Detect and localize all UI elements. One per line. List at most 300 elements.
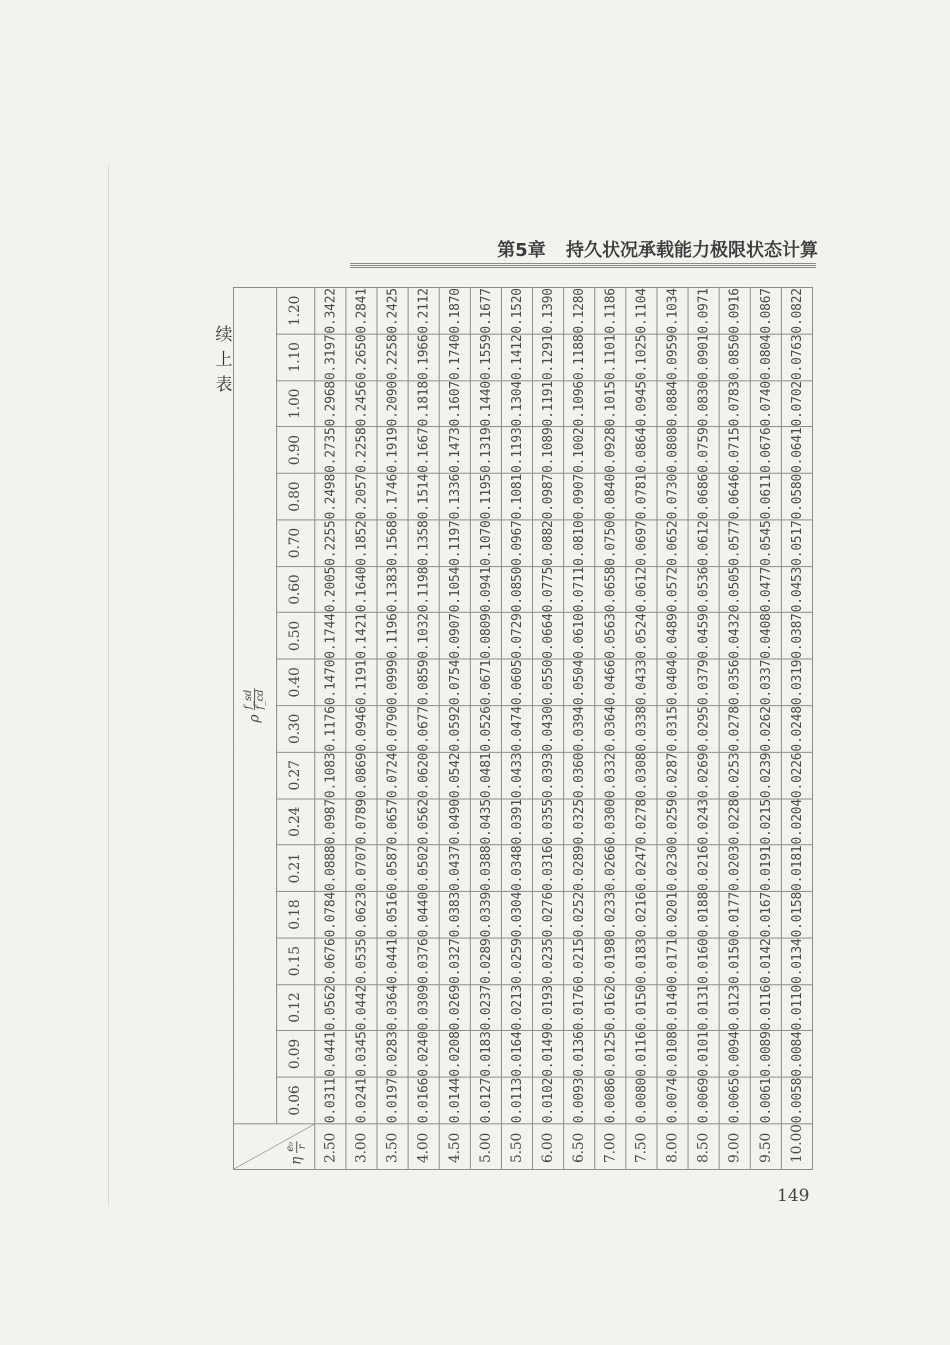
table-cell: 0.0711 [564,566,595,612]
column-header: 0.80 [277,473,315,519]
table-cell: 0.0276 [533,891,564,937]
table-cell: 0.0289 [564,845,595,891]
table-cell: 0.0971 [688,288,719,334]
table-cell: 0.0262 [750,706,781,752]
table-cell: 0.0740 [750,381,781,427]
table-cell: 0.0356 [719,659,750,705]
table-cell: 0.0781 [626,473,657,519]
table-cell: 0.3197 [315,334,346,380]
table-cell: 0.0524 [626,613,657,659]
table-cell: 0.1744 [315,613,346,659]
table-cell: 0.0729 [501,613,532,659]
table-cell: 0.1015 [595,381,626,427]
table-cell: 0.0542 [439,752,470,798]
table-cell: 0.1191 [346,659,377,705]
column-header: 0.06 [277,1077,315,1123]
table-cell: 0.2005 [315,566,346,612]
table-cell: 0.1336 [439,473,470,519]
table-cell: 0.2735 [315,427,346,473]
table-row [564,288,595,1170]
table-cell: 0.0809 [470,613,501,659]
table-cell: 0.0339 [470,891,501,937]
table-cell: 0.1104 [626,288,657,334]
table-cell: 0.0123 [719,984,750,1030]
table-cell: 0.0215 [750,799,781,845]
table-cell: 0.0191 [750,845,781,891]
table-cell: 0.1196 [377,613,408,659]
table-cell: 0.0536 [688,566,719,612]
table-cell: 0.0102 [533,1077,564,1123]
table-cell: 0.0235 [533,938,564,984]
table-cell: 0.0840 [595,473,626,519]
table-cell: 0.1280 [564,288,595,334]
table-cell: 0.1054 [439,566,470,612]
table-cell: 0.0724 [377,752,408,798]
table-cell: 0.0435 [470,799,501,845]
table-cell: 0.0127 [470,1077,501,1123]
table-cell: 0.0884 [657,381,688,427]
table-cell: 0.1607 [439,381,470,427]
table-cell: 0.1568 [377,520,408,566]
table-row [688,288,719,1170]
table-cell: 0.0283 [377,1031,408,1077]
table-cell: 0.0319 [781,659,812,705]
table-cell: 0.0248 [781,706,812,752]
table-cell: 0.0611 [750,473,781,519]
table-cell: 0.0945 [626,381,657,427]
table-cell: 0.0987 [315,799,346,845]
table-cell: 0.1176 [315,706,346,752]
table-cell: 0.0526 [470,706,501,752]
continued-label: 续上表 [215,325,233,395]
table-row [626,288,657,1170]
table-cell: 0.0198 [595,938,626,984]
table-cell: 0.0790 [377,706,408,752]
table-cell: 0.1081 [501,473,532,519]
table-cell: 0.0086 [595,1077,626,1123]
column-header: 0.60 [277,566,315,612]
table-cell: 0.1193 [501,427,532,473]
table-cell: 0.2090 [377,381,408,427]
table-cell: 0.2841 [346,288,377,334]
column-header: 0.40 [277,659,315,705]
column-header-row [277,288,315,1170]
table-cell: 0.0481 [470,752,501,798]
table-cell: 0.0612 [688,520,719,566]
row-header: 9.50 [750,1124,781,1170]
table-cell: 0.1089 [533,427,564,473]
table-row [315,288,346,1170]
chapter-number: 第5章 [497,240,546,261]
table-cell: 0.0610 [564,613,595,659]
table-cell: 0.0907 [439,613,470,659]
column-header: 0.50 [277,613,315,659]
column-header: 1.20 [277,288,315,334]
table-cell: 0.1520 [501,288,532,334]
table-cell: 0.0074 [657,1077,688,1123]
header-rule [350,262,816,268]
table-cell: 0.0440 [408,891,439,937]
table-cell: 0.0784 [315,891,346,937]
page-gutter-line [108,165,109,1205]
table-cell: 0.0433 [626,659,657,705]
table-cell: 0.0490 [439,799,470,845]
row-header: 5.00 [470,1124,501,1170]
table-row [470,288,501,1170]
table-cell: 0.0315 [657,706,688,752]
table-cell: 0.0967 [501,520,532,566]
corner-fraction-denominator: r [297,1144,309,1150]
column-header: 0.24 [277,799,315,845]
table-cell: 0.0830 [688,381,719,427]
column-header: 0.21 [277,845,315,891]
table-cell: 0.0545 [750,520,781,566]
table-cell: 0.0453 [781,566,812,612]
table-cell: 0.0686 [688,473,719,519]
table-cell: 0.0562 [408,799,439,845]
table-cell: 0.0364 [377,984,408,1030]
table-cell: 0.0789 [346,799,377,845]
table-cell: 0.0504 [564,659,595,705]
table-cell: 0.0477 [750,566,781,612]
table-cell: 0.0783 [719,381,750,427]
table-cell: 0.1390 [533,288,564,334]
table-cell: 0.0388 [470,845,501,891]
table-cell: 0.0311 [315,1077,346,1123]
table-cell: 0.0433 [501,752,532,798]
table-row [533,288,564,1170]
table-cell: 0.0094 [719,1031,750,1077]
table-cell: 0.0671 [470,659,501,705]
table-row [595,288,626,1170]
table-row [408,288,439,1170]
table-cell: 0.0550 [533,659,564,705]
table-cell: 0.1870 [439,288,470,334]
table-cell: 0.0810 [564,520,595,566]
table-cell: 0.1421 [346,613,377,659]
table-cell: 0.1514 [408,473,439,519]
table-cell: 0.0197 [377,1077,408,1123]
table-cell: 0.0327 [439,938,470,984]
table-cell: 0.0516 [377,891,408,937]
table-cell: 0.0065 [719,1077,750,1123]
table-cell: 0.1319 [470,427,501,473]
table-cell: 0.1083 [315,752,346,798]
table-cell: 0.0287 [657,752,688,798]
table-cell: 0.0304 [501,891,532,937]
table-cell: 0.1559 [470,334,501,380]
table-cell: 0.2968 [315,381,346,427]
table-cell: 0.1473 [439,427,470,473]
table-cell: 0.0253 [719,752,750,798]
column-header: 0.27 [277,752,315,798]
table-cell: 0.0110 [781,984,812,1030]
table-row [750,288,781,1170]
table-cell: 0.1470 [315,659,346,705]
table-cell: 0.1197 [439,520,470,566]
table-cell: 0.0089 [750,1031,781,1077]
table-row [719,288,750,1170]
table-cell: 0.0901 [688,334,719,380]
table-cell: 0.0150 [626,984,657,1030]
table-cell: 0.0084 [781,1031,812,1077]
corner-fraction [285,1141,308,1152]
table-cell: 0.0226 [781,752,812,798]
table-cell: 0.0266 [595,845,626,891]
row-header: 5.50 [501,1124,532,1170]
table-cell: 0.0702 [781,381,812,427]
table-cell: 0.0259 [657,799,688,845]
table-cell: 0.2258 [346,427,377,473]
table-cell: 0.0269 [439,984,470,1030]
table-cell: 0.0946 [346,706,377,752]
table-cell: 0.1818 [408,381,439,427]
table-cell: 0.0620 [408,752,439,798]
table-cell: 0.0093 [564,1077,595,1123]
table-cell: 0.0144 [439,1077,470,1123]
table-cell: 0.0241 [346,1077,377,1123]
table-cell: 0.0804 [750,334,781,380]
table-cell: 0.0213 [501,984,532,1030]
table-body [315,288,813,1170]
table-cell: 0.0393 [533,752,564,798]
table-cell: 0.0150 [719,938,750,984]
table-cell: 0.0707 [346,845,377,891]
data-table [233,287,813,1170]
table-cell: 0.3422 [315,288,346,334]
table-cell: 0.1291 [533,334,564,380]
table-cell: 0.0941 [470,566,501,612]
table-cell: 0.0441 [315,1031,346,1077]
table-cell: 0.2650 [346,334,377,380]
table-cell: 0.2498 [315,473,346,519]
table-cell: 0.0612 [626,566,657,612]
table-cell: 0.0171 [657,938,688,984]
table-cell: 0.1191 [533,381,564,427]
table-cell: 0.2456 [346,381,377,427]
row-header: 3.00 [346,1124,377,1170]
table-cell: 0.1304 [501,381,532,427]
row-header: 6.00 [533,1124,564,1170]
page-number: 149 [777,1186,810,1206]
table-cell: 0.0364 [595,706,626,752]
table-cell: 0.0176 [564,984,595,1030]
table-cell: 0.0259 [501,938,532,984]
table-cell: 0.2258 [377,334,408,380]
param-fraction-denominator: f_cd [255,689,267,710]
table-cell: 0.0987 [533,473,564,519]
table-cell: 0.0345 [346,1031,377,1077]
table-cell: 0.2112 [408,288,439,334]
table-cell: 0.0664 [533,613,564,659]
table-cell: 0.1383 [377,566,408,612]
table-cell: 0.0140 [657,984,688,1030]
table-cell: 0.0928 [595,427,626,473]
table-row [346,288,377,1170]
row-header: 8.00 [657,1124,688,1170]
table-cell: 0.0116 [750,984,781,1030]
table-cell: 0.0360 [564,752,595,798]
table-cell: 0.0562 [315,984,346,1030]
table-cell: 0.0183 [470,1031,501,1077]
table-cell: 0.0657 [377,799,408,845]
table-cell: 0.0677 [408,706,439,752]
table-cell: 0.0252 [564,891,595,937]
table-cell: 0.0437 [439,845,470,891]
table-cell: 0.0763 [781,334,812,380]
table-cell: 0.1640 [346,566,377,612]
table-cell: 0.0502 [408,845,439,891]
table-cell: 0.0160 [688,938,719,984]
table-cell: 0.0278 [719,706,750,752]
table-cell: 0.0183 [626,938,657,984]
table-cell: 0.0715 [719,427,750,473]
corner-fraction-numerator: e₀ [285,1142,297,1152]
table-cell: 0.0193 [533,984,564,1030]
table-cell: 0.0459 [688,613,719,659]
table-cell: 0.0355 [533,799,564,845]
table-cell: 0.0116 [626,1031,657,1077]
table-cell: 0.0142 [750,938,781,984]
table-cell: 0.0592 [439,706,470,752]
table-cell: 0.0080 [626,1077,657,1123]
row-header: 2.50 [315,1124,346,1170]
table-cell: 0.1740 [439,334,470,380]
table-cell: 0.0563 [595,613,626,659]
column-header: 0.18 [277,891,315,937]
table-cell: 0.0383 [439,891,470,937]
table-cell: 0.0864 [626,427,657,473]
row-header: 8.50 [688,1124,719,1170]
table-cell: 0.0859 [408,659,439,705]
table-cell: 0.0101 [688,1031,719,1077]
table-cell: 0.0216 [688,845,719,891]
table-cell: 0.0203 [719,845,750,891]
table-cell: 0.0535 [346,938,377,984]
param-symbol: ρ [247,714,264,723]
table-cell: 0.0233 [595,891,626,937]
table-cell: 0.0605 [501,659,532,705]
column-header: 0.12 [277,984,315,1030]
table-cell: 0.1746 [377,473,408,519]
table-cell: 0.0652 [657,520,688,566]
table-cell: 0.0376 [408,938,439,984]
table-cell: 0.0697 [626,520,657,566]
table-cell: 0.0850 [501,566,532,612]
column-header: 0.90 [277,427,315,473]
table-cell: 0.0822 [781,288,812,334]
table-cell: 0.0959 [657,334,688,380]
table-cell: 0.0136 [564,1031,595,1077]
table-cell: 0.0300 [595,799,626,845]
table-cell: 0.0517 [781,520,812,566]
table-cell: 0.0167 [750,891,781,937]
table-cell: 0.0489 [657,613,688,659]
table-cell: 0.1195 [470,473,501,519]
table-cell: 0.0058 [781,1077,812,1123]
table-cell: 0.0061 [750,1077,781,1123]
table-cell: 0.0108 [657,1031,688,1077]
table-cell: 0.1966 [408,334,439,380]
table-cell: 0.0850 [719,334,750,380]
table-row [781,288,812,1170]
column-header: 0.70 [277,520,315,566]
table-cell: 0.0577 [719,520,750,566]
table-cell: 0.0348 [501,845,532,891]
table-cell: 0.0808 [657,427,688,473]
table-cell: 0.0295 [688,706,719,752]
table-cell: 0.0204 [781,799,812,845]
table-cell: 0.0408 [750,613,781,659]
table-cell: 0.1034 [657,288,688,334]
table-cell: 0.0113 [501,1077,532,1123]
table-row [501,288,532,1170]
row-header: 7.50 [626,1124,657,1170]
table-cell: 0.0432 [719,613,750,659]
param-fraction [244,689,267,711]
table-cell: 0.0308 [626,752,657,798]
table-cell: 0.0580 [781,473,812,519]
row-header: 6.50 [564,1124,595,1170]
table-cell: 0.1677 [470,288,501,334]
table-cell: 0.0867 [750,288,781,334]
table-cell: 0.1186 [595,288,626,334]
table-cell: 0.0215 [564,938,595,984]
table-cell: 0.0676 [750,427,781,473]
table-cell: 0.0442 [346,984,377,1030]
table-cell: 0.0999 [377,659,408,705]
table-cell: 0.0131 [688,984,719,1030]
table-cell: 0.0177 [719,891,750,937]
table-cell: 0.0239 [750,752,781,798]
table-cell: 0.0278 [626,799,657,845]
table-cell: 0.2057 [346,473,377,519]
row-header: 7.00 [595,1124,626,1170]
table-cell: 0.1070 [470,520,501,566]
table-cell: 0.0164 [501,1031,532,1077]
table-cell: 0.0208 [439,1031,470,1077]
table-cell: 0.1667 [408,427,439,473]
table-cell: 0.0658 [595,566,626,612]
table-cell: 0.1101 [595,334,626,380]
table-cell: 0.0338 [626,706,657,752]
table-cell: 0.1412 [501,334,532,380]
table-cell: 0.0289 [470,938,501,984]
table-cell: 0.0623 [346,891,377,937]
table-cell: 0.0237 [470,984,501,1030]
table-cell: 0.0269 [688,752,719,798]
table-cell: 0.0134 [781,938,812,984]
table-cell: 0.0505 [719,566,750,612]
row-header: 9.00 [719,1124,750,1170]
data-table-rotated [233,281,811,1170]
table-cell: 0.0149 [533,1031,564,1077]
table-cell: 0.0166 [408,1077,439,1123]
table-cell: 0.0572 [657,566,688,612]
table-cell: 0.0888 [315,845,346,891]
table-cell: 0.0907 [564,473,595,519]
table-cell: 0.0646 [719,473,750,519]
table-row [377,288,408,1170]
table-cell: 0.1198 [408,566,439,612]
row-header: 3.50 [377,1124,408,1170]
table-cell: 0.0759 [688,427,719,473]
param-fraction-numerator: f_sd [243,689,255,710]
table-cell: 0.0332 [595,752,626,798]
table-row [657,288,688,1170]
table-cell: 0.0430 [533,706,564,752]
row-header: 4.50 [439,1124,470,1170]
